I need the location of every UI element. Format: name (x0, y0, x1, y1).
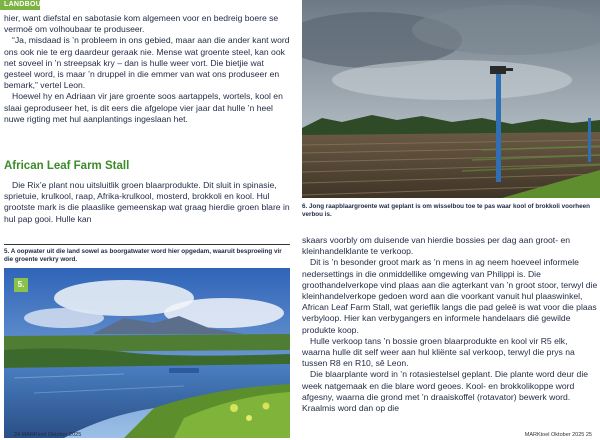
footer-left-page: 24 MARKtoel Oktober 2025 (14, 432, 82, 438)
paragraph: Hulle verkoop tans ’n bossie groen blaarprodukte en kool vir R5 elk, waarna hulle dit self weer aan hul kliënte sal verkoop, terwyl die prys na tussen R8 en R10, sê Leon. (302, 335, 575, 369)
right-column-text (302, 235, 598, 414)
field-photo-illustration (302, 0, 600, 198)
paragraph: skaars voorbly om duisende van hierdie bossies per dag aan groot- en kleinhandelklante te verkoop. (302, 235, 570, 257)
paragraph: Die blaarplante word in ’n rotasiestelsel geplant. Die plante word deur die week natgemaak en die blare word geoes. Kool- en brokkolikoppe word afgesny, waarna die grond met ’n draaiskoffel (rotavator) bewerk word. Kraalmis word dan op die (302, 369, 589, 414)
field-photo (302, 0, 600, 198)
photo-5-caption: 5. A oopwater uit die land sowel as boorgatwater word hier opgedam, waaruit besproeiing vir die groente verkry word. (4, 244, 290, 265)
paragraph: Dit is ’n besonder groot mark as ’n mens in ag neem hoeveel informele nedersettings in die onmiddellike omgewing van Philippi is. Die groothandelverkope vind plaas aan die agterkant van ’n groot stoor, terwyl die kleinhandelverkope gedoen word aan die voorkant vanuit hul plaaswinkel, African Leaf Farm Stall, wat gerieflik langs die pad geleë is wat voor die plaas verbyloop. Hier kan verbygangers en informele handelaars dié gewilde produkte koop. (302, 257, 598, 335)
paragraph: Hoewel hy en Adriaan vir jare groente soos aartappels, wortels, kool en slaai geproduseer het, is dit eers die afgelope vier jaar dat hulle ’n heel nuwe rigting met hul aanplantings ingeslaan het. (4, 91, 283, 124)
paragraph: Die Rix’e plant nou uitsluitlik groen blaarprodukte. Dit sluit in spinasie, sprietuie, krulkool, raap, Afrika-krulkool, mosterd, brokkoli en kool. Hul grootste mark is die plaaslike gemeenskap wat graag hierdie groen blare in hul pap gooi. Hulle kan (4, 180, 290, 224)
river-photo (4, 268, 290, 438)
river-photo-illustration (4, 268, 290, 438)
left-mid-text (4, 180, 290, 225)
photo-5-badge: 5. (14, 278, 28, 292)
paragraph: “Ja, misdaad is ’n probleem in ons gebied, maar aan die ander kant word ons ook nie te erg daardeur geraak nie. Mense wat groente steel, kan ook net soveel in ’n streepsak kry – dan is hulle weer vort. Die bietjie wat gesteel word, is maar ’n druppel in die emmer van wat ons produseer en bemark,” vertel Leon. (4, 35, 290, 91)
paragraph: hier, want diefstal en sabotasie kom algemeen voor en bedreig boere se vermoë om volhoubaar te produseer. (4, 13, 279, 35)
left-top-text (4, 13, 290, 125)
photo-6-caption: 6. Jong raapblaargroente wat geplant is om wisselbou toe te pas waar kool of brokkoli voorheen verbou is. (302, 203, 590, 219)
section-label: LANDBOU (0, 0, 40, 10)
farm-stall-heading: African Leaf Farm Stall (4, 160, 130, 172)
footer-right-page: MARKtoel Oktober 2025 25 (524, 432, 592, 438)
